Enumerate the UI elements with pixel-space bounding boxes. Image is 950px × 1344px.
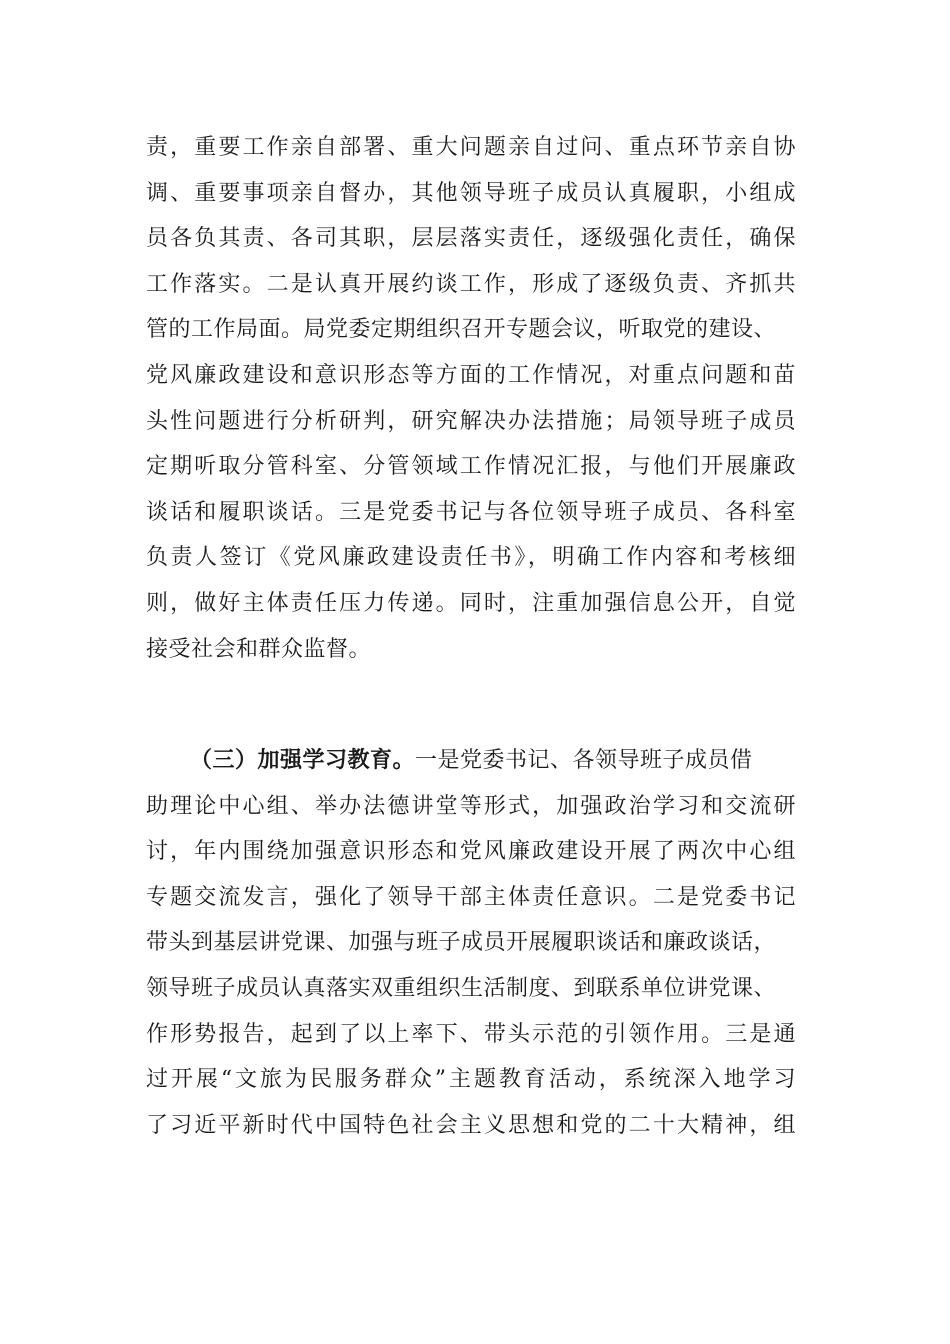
text-line: 作形势报告，起到了以上率下、带头示范的引领作用。三是通 bbox=[146, 1021, 796, 1047]
text-line: 管的工作局面。局党委定期组织召开专题会议，听取党的建设、 bbox=[146, 317, 777, 343]
text-line: 领导班子成员认真落实双重组织生活制度、到联系单位讲党课、 bbox=[146, 975, 777, 1001]
text-line: 则，做好主体责任压力传递。同时，注重加强信息公开，自觉 bbox=[146, 590, 796, 616]
section-heading: （三）加强学习教育。 bbox=[190, 747, 416, 773]
text-line: 了习近平新时代中国特色社会主义思想和党的二十大精神，组 bbox=[146, 1112, 796, 1138]
text-line: 定期听取分管科室、分管领域工作情况汇报，与他们开展廉政 bbox=[146, 454, 796, 480]
paragraph-responsibility bbox=[146, 125, 796, 672]
text-line: 带头到基层讲党课、加强与班子成员开展履职谈话和廉政谈话， bbox=[146, 930, 777, 956]
paragraph-study-education bbox=[146, 738, 796, 1148]
text-line: 头性问题进行分析研判，研究解决办法措施；局领导班子成员 bbox=[146, 408, 796, 434]
first-line-text: 一是党委书记、各领导班子成员借 bbox=[415, 748, 753, 773]
text-line: 助理论中心组、举办法德讲堂等形式，加强政治学习和交流研 bbox=[146, 793, 796, 819]
text-line: 专题交流发言，强化了领导干部主体责任意识。二是党委书记 bbox=[146, 884, 796, 910]
text-line: 负责人签订《党风廉政建设责任书》，明确工作内容和考核细 bbox=[146, 545, 796, 571]
text-line: 工作落实。二是认真开展约谈工作，形成了逐级负责、齐抓共 bbox=[146, 271, 796, 297]
text-line: 党风廉政建设和意识形态等方面的工作情况，对重点问题和苗 bbox=[146, 362, 796, 388]
text-line: 员各负其责、各司其职，层层落实责任，逐级强化责任，确保 bbox=[146, 226, 796, 252]
text-line: 讨，年内围绕加强意识形态和党风廉政建设开展了两次中心组 bbox=[146, 839, 796, 865]
text-line: 过开展“文旅为民服务群众”主题教育活动，系统深入地学习 bbox=[146, 1067, 796, 1093]
text-line: 调、重要事项亲自督办，其他领导班子成员认真履职，小组成 bbox=[146, 180, 796, 206]
text-line-first bbox=[146, 738, 796, 784]
text-line: 接受社会和群众监督。 bbox=[146, 636, 372, 662]
text-line: 谈话和履职谈话。三是党委书记与各位领导班子成员、各科室 bbox=[146, 499, 796, 525]
text-line: 责，重要工作亲自部署、重大问题亲自过问、重点环节亲自协 bbox=[146, 135, 796, 160]
